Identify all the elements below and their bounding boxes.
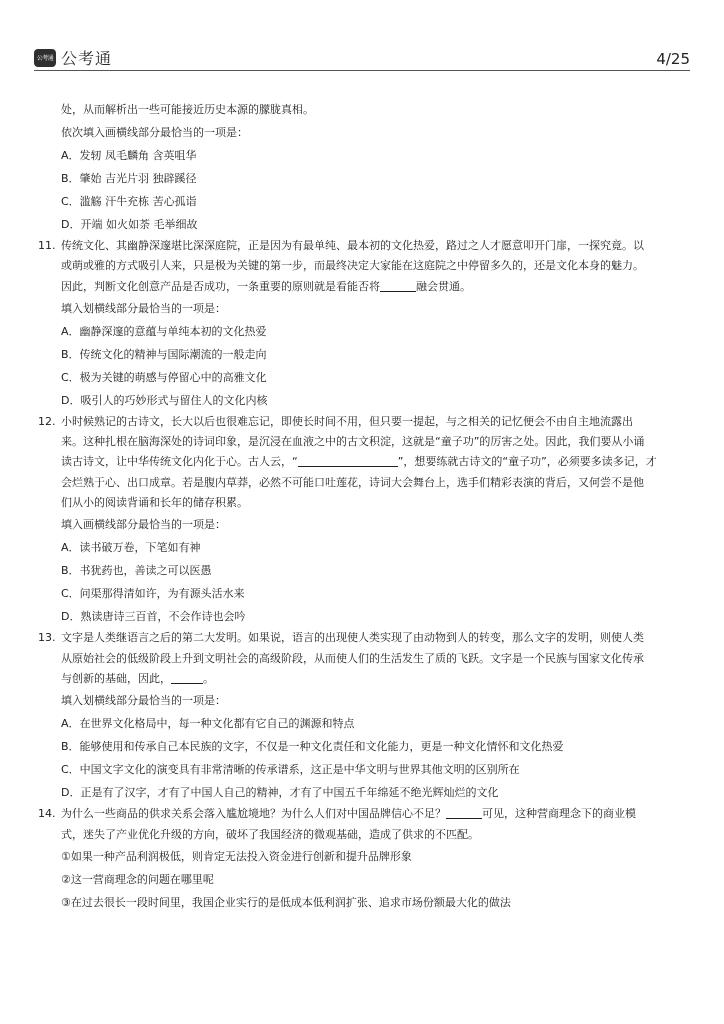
q13-stem-line: 13. 文字是人类继语言之后的第二大发明。如果说，语言的出现使人类实现了由动物到人的转变，那么文字的发明，则使人类 xyxy=(38,628,688,648)
page-header xyxy=(34,46,690,68)
q12-stem-line: 12. 小时候熟记的古诗文，长大以后也很难忘记，即使长时间不用，但只要一提起，与之相关的记忆便会不由自主地流露出 xyxy=(38,412,688,432)
q14-stem-line: 14. 为什么一些商品的供求关系会落入尴尬境地？为什么人们对中国品牌信心不足？ 可见，这种营商理念下的商业模 xyxy=(38,804,688,824)
q12-option-c: C．问渠那得清如许，为有源头活水来 xyxy=(61,587,245,601)
q11-stem-line: 11. 传统文化、其幽静深邃堪比深深庭院，正是因为有最单纯、最本初的文化热爱，路过之人才愿意叩开门扉，一探究竟。以 xyxy=(38,236,688,256)
q13-stem-line: 与创新的基础，因此， 。 xyxy=(61,671,214,685)
logo-badge-icon: 公考通 xyxy=(34,49,56,67)
q14-item-2: ②这一营商理念的问题在哪里呢 xyxy=(61,872,214,886)
q11-option-c: C．极为关键的萌感与停留心中的高雅文化 xyxy=(61,370,267,384)
q10-option-b: B．肇始 吉光片羽 独辟蹊径 xyxy=(61,172,197,185)
q11-stem-line: 因此，判断文化创意产品是否成功，一条重要的原则就是看能否将 融会贯通。 xyxy=(61,279,471,293)
q10-continuation: 处，从而解析出一些可能接近历史本源的朦胧真相。 xyxy=(61,103,314,116)
q14-item-3: ③在过去很长一段时间里，我国企业实行的是低成本低利润扩张、追求市场份额最大化的做法 xyxy=(61,895,511,909)
q12-prompt: 填入画横线部分最恰当的一项是： xyxy=(61,518,226,532)
answer-blank xyxy=(298,454,398,467)
answer-blank xyxy=(380,279,416,292)
q10-option-a: A．发轫 凤毛麟角 含英咀华 xyxy=(61,149,197,162)
q14-stem-line: 式，迷失了产业优化升级的方向，破坏了我国经济的微观基础，造成了供求的不匹配。 xyxy=(61,827,479,841)
q12-number: 12. xyxy=(38,414,56,428)
q14-item-1: ①如果一种产品利润极低，则肯定无法投入资金进行创新和提升品牌形象 xyxy=(61,849,412,863)
q13-option-b: B．能够使用和传承自己本民族的文字，不仅是一种文化责任和文化能力，更是一种文化情怀和文化热爱 xyxy=(61,740,564,754)
q11-stem-line: 或萌或雅的方式吸引人来，只是极为关键的第一步，而最终决定大家能在这庭院之中停留多久的，还是文化本身的魅力。 xyxy=(61,259,644,273)
q12-option-b: B．书犹药也，善读之可以医愚 xyxy=(61,564,212,578)
q12-option-d: D．熟读唐诗三百首，不会作诗也会吟 xyxy=(61,610,246,624)
q12-stem-line: 们从小的阅读背诵和长年的储存积累。 xyxy=(61,496,248,510)
page-number: 4/25 xyxy=(656,50,690,68)
q10-option-d: D．开端 如火如荼 毛举细故 xyxy=(61,218,198,231)
q14-number: 14. xyxy=(38,807,56,821)
q12-stem-line: 会烂熟于心、出口成章。若是腹内草莽，必然不可能口吐莲花，诗词大会舞台上，选手们精彩表演的背后，又何尝不是他 xyxy=(61,475,644,489)
q11-option-a: A．幽静深邃的意蕴与单纯本初的文化热爱 xyxy=(61,324,267,338)
q12-stem-line: 读古诗文，让中华传统文化内化于心。古人云，“ ”，想要练就古诗文的“童子功”，必须要多读多记，才 xyxy=(61,455,657,469)
q13-prompt: 填入划横线部分最恰当的一项是： xyxy=(61,694,226,708)
q12-option-a: A．读书破万卷，下笔如有神 xyxy=(61,541,201,555)
q13-option-d: D．正是有了汉字，才有了中国人自己的精神，才有了中国五千年绵延不绝光辉灿烂的文化 xyxy=(61,786,499,800)
q13-option-c: C．中国文字文化的演变具有非常清晰的传承谱系，这正是中华文明与世界其他文明的区别所在 xyxy=(61,763,520,777)
q11-number: 11. xyxy=(38,239,56,252)
q11-prompt: 填入划横线部分最恰当的一项是： xyxy=(61,301,226,315)
q13-number: 13. xyxy=(38,631,56,645)
logo-text: 公考通 xyxy=(61,49,113,68)
q13-stem-line: 从原始社会的低级阶段上升到文明社会的高级阶段，从而使人们的生活发生了质的飞跃。文字是一个民族与国家文化传承 xyxy=(61,651,644,665)
header-divider xyxy=(34,70,690,71)
q11-option-d: D．吸引人的巧妙形式与留住人的文化内核 xyxy=(61,393,268,407)
answer-blank xyxy=(171,671,203,684)
q12-stem-line: 来。这种扎根在脑海深处的诗词印象，是沉浸在血液之中的古文积淀，这就是“童子功”的厉害之处。因此，我们要从小诵 xyxy=(61,435,645,449)
document-body xyxy=(38,98,688,914)
q11-option-b: B．传统文化的精神与国际潮流的一般走向 xyxy=(61,347,267,361)
answer-blank xyxy=(446,806,482,819)
q13-option-a: A．在世界文化格局中，每一种文化都有它自己的渊源和特点 xyxy=(61,717,355,731)
q10-prompt: 依次填入画横线部分最恰当的一项是： xyxy=(61,126,248,139)
brand-logo xyxy=(34,46,112,69)
q10-option-c: C．滥觞 汗牛充栋 苦心孤诣 xyxy=(61,195,197,208)
